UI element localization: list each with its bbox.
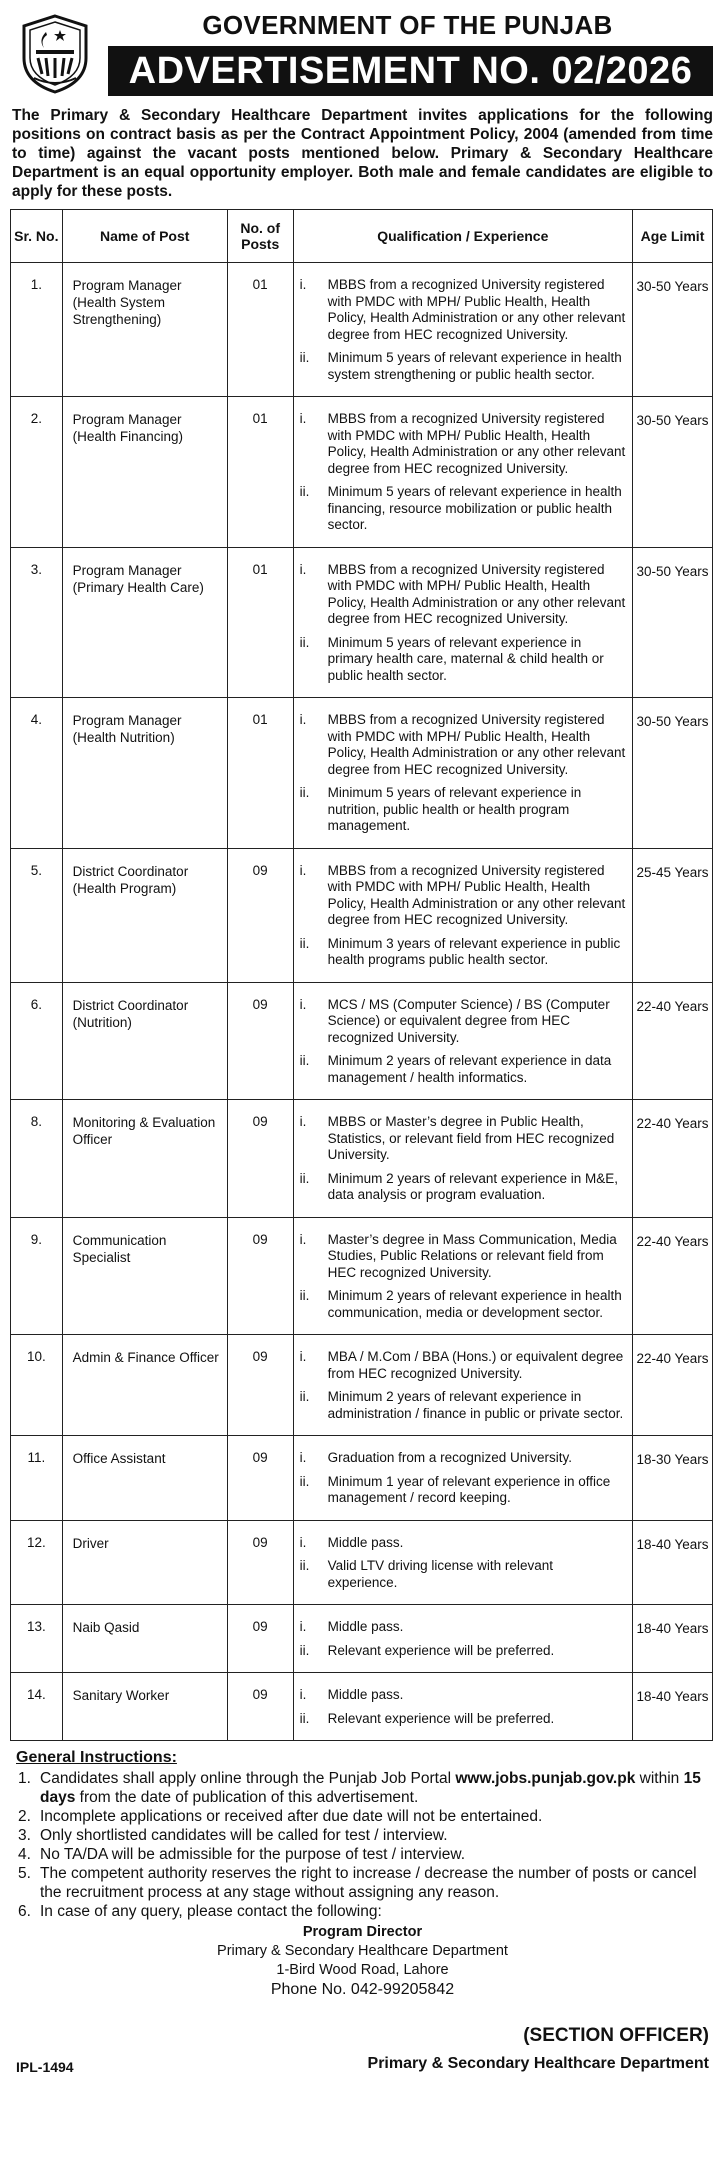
row-no-of-posts: 01 bbox=[227, 698, 293, 849]
qualification-text: MBBS from a recognized University registered with PMDC with MPH/ Public Health, Health Policy, Health Administration or any other relevant degree from HEC recognized University. bbox=[327, 561, 626, 626]
instruction-text-part: No TA/DA will be admissible for the purpose of test / interview. bbox=[40, 1846, 466, 1863]
qualification-number: ii. bbox=[299, 1710, 310, 1726]
instruction-item bbox=[18, 1826, 715, 1845]
qualification-text: MBBS from a recognized University registered with PMDC with MPH/ Public Health, Health Policy, Health Administration or any other relevant degree from HEC recognized University. bbox=[327, 862, 626, 927]
row-qualification bbox=[293, 547, 632, 698]
row-sr-no: 3. bbox=[11, 547, 63, 698]
qualification-text: Minimum 3 years of relevant experience in public health programs public health sector. bbox=[327, 935, 621, 967]
qualification-item bbox=[298, 635, 626, 685]
ipl-number: IPL-1494 bbox=[16, 2059, 74, 2075]
row-age-limit: 18-40 Years bbox=[632, 1673, 712, 1741]
row-qualification bbox=[293, 1436, 632, 1521]
instruction-text bbox=[40, 1769, 715, 1807]
row-no-of-posts: 09 bbox=[227, 1217, 293, 1335]
row-age-limit: 22-40 Years bbox=[632, 1100, 712, 1218]
row-age-limit: 30-50 Years bbox=[632, 397, 712, 548]
qualification-number: ii. bbox=[299, 484, 310, 499]
row-no-of-posts: 01 bbox=[227, 397, 293, 548]
qualification-text: Minimum 2 years of relevant experience in M&E, data analysis or program evaluation. bbox=[327, 1170, 618, 1202]
instruction-item bbox=[18, 1769, 715, 1807]
row-qualification bbox=[293, 1520, 632, 1605]
instruction-item bbox=[18, 1845, 715, 1864]
qualification-number: i. bbox=[299, 1114, 307, 1129]
instruction-number: 3. bbox=[18, 1827, 31, 1844]
qualification-number: ii. bbox=[299, 1558, 310, 1573]
posts-table-body bbox=[11, 263, 713, 1741]
qualification-item bbox=[298, 277, 626, 343]
row-post-name: Naib Qasid bbox=[62, 1605, 227, 1673]
qualification-item bbox=[298, 562, 626, 628]
instruction-item bbox=[18, 1807, 715, 1826]
row-post-name: Office Assistant bbox=[62, 1436, 227, 1521]
table-header-row bbox=[11, 210, 713, 263]
qualification-text: Middle pass. bbox=[327, 1619, 404, 1634]
qualification-item bbox=[298, 1450, 626, 1467]
row-no-of-posts: 09 bbox=[227, 1605, 293, 1673]
row-post-name: Program Manager (Health Financing) bbox=[62, 397, 227, 548]
row-post-name: District Coordinator (Nutrition) bbox=[62, 982, 227, 1100]
row-qualification bbox=[293, 397, 632, 548]
qualification-text: Minimum 2 years of relevant experience in data management / health informatics. bbox=[327, 1053, 612, 1085]
qualification-number: i. bbox=[299, 411, 307, 426]
advertisement-number: ADVERTISEMENT NO. 02/2026 bbox=[108, 46, 713, 96]
qualification-text: MBBS from a recognized University registered with PMDC with MPH/ Public Health, Health Policy, Health Administration or any other relevant degree from HEC recognized University. bbox=[327, 712, 626, 777]
qualification-number: ii. bbox=[299, 350, 310, 365]
instruction-text bbox=[40, 1826, 715, 1845]
qualification-text: Minimum 5 years of relevant experience in health system strengthening or public health sector. bbox=[327, 350, 622, 382]
posts-table bbox=[10, 209, 713, 1741]
row-no-of-posts: 09 bbox=[227, 1436, 293, 1521]
row-post-name: Program Manager (Health Nutrition) bbox=[62, 698, 227, 849]
header-sr-no: Sr. No. bbox=[11, 210, 63, 263]
qualification-item bbox=[298, 1687, 626, 1704]
qualification-text: Graduation from a recognized University. bbox=[327, 1450, 572, 1465]
qualification-item bbox=[298, 1349, 626, 1382]
instruction-number: 6. bbox=[18, 1903, 31, 1920]
contact-address: 1-Bird Wood Road, Lahore bbox=[276, 1962, 449, 1978]
intro-paragraph: The Primary & Secondary Healthcare Department invites applications for the following positions on contract basis as per the Contract Appointment Policy, 2004 (amended from time to time) against the vacant posts mentioned below. Primary & Secondary Healthcare Department is an equal opportunity employer. Both male and female candidates are eligible to apply for these posts. bbox=[12, 107, 713, 200]
qualification-number: ii. bbox=[299, 935, 310, 951]
row-sr-no: 5. bbox=[11, 848, 63, 982]
row-qualification bbox=[293, 263, 632, 397]
qualification-number: ii. bbox=[299, 785, 310, 800]
table-row bbox=[11, 1673, 713, 1741]
instructions-title: General Instructions: bbox=[16, 1749, 177, 1766]
advertisement-header bbox=[10, 6, 715, 102]
header-age-limit: Age Limit bbox=[632, 210, 712, 263]
row-post-name: Program Manager (Health System Strengthening) bbox=[62, 263, 227, 397]
section-officer-signature: (SECTION OFFICER) bbox=[523, 2025, 709, 2046]
qualification-number: i. bbox=[299, 862, 307, 878]
row-sr-no: 6. bbox=[11, 982, 63, 1100]
instruction-item bbox=[18, 1864, 715, 1902]
qualification-item bbox=[298, 1053, 626, 1086]
qualification-text: MBA / M.Com / BBA (Hons.) or equivalent degree from HEC recognized University. bbox=[327, 1349, 624, 1381]
qualification-item bbox=[298, 1389, 626, 1422]
row-sr-no: 2. bbox=[11, 397, 63, 548]
qualification-number: i. bbox=[299, 277, 307, 292]
contact-block bbox=[10, 1923, 715, 1999]
row-sr-no: 10. bbox=[11, 1335, 63, 1436]
row-no-of-posts: 09 bbox=[227, 1520, 293, 1605]
row-age-limit: 30-50 Years bbox=[632, 698, 712, 849]
qualification-item bbox=[298, 1643, 626, 1660]
table-row bbox=[11, 1217, 713, 1335]
row-post-name: Sanitary Worker bbox=[62, 1673, 227, 1741]
instruction-text-part: Only shortlisted candidates will be called for test / interview. bbox=[40, 1827, 448, 1844]
row-qualification bbox=[293, 1605, 632, 1673]
table-row bbox=[11, 982, 713, 1100]
qualification-number: ii. bbox=[299, 1170, 310, 1186]
row-no-of-posts: 09 bbox=[227, 1335, 293, 1436]
qualification-number: ii. bbox=[299, 1642, 310, 1658]
row-sr-no: 1. bbox=[11, 263, 63, 397]
row-sr-no: 12. bbox=[11, 1520, 63, 1605]
qualification-number: ii. bbox=[299, 1288, 310, 1303]
qualification-item bbox=[298, 863, 626, 929]
table-row bbox=[11, 1605, 713, 1673]
qualification-number: i. bbox=[299, 561, 307, 577]
qualification-text: Relevant experience will be preferred. bbox=[327, 1710, 555, 1726]
row-no-of-posts: 09 bbox=[227, 848, 293, 982]
qualification-item bbox=[298, 936, 626, 969]
qualification-number: ii. bbox=[299, 1389, 310, 1404]
qualification-number: ii. bbox=[299, 1053, 310, 1068]
footer-department: Primary & Secondary Healthcare Department bbox=[367, 2055, 709, 2072]
row-sr-no: 13. bbox=[11, 1605, 63, 1673]
qualification-text: Minimum 1 year of relevant experience in office management / record keeping. bbox=[327, 1473, 611, 1505]
row-age-limit: 18-40 Years bbox=[632, 1605, 712, 1673]
row-post-name: Program Manager (Primary Health Care) bbox=[62, 547, 227, 698]
row-qualification bbox=[293, 1100, 632, 1218]
qualification-text: MBBS from a recognized University registered with PMDC with MPH/ Public Health, Health Policy, Health Administration or any other relevant degree from HEC recognized University. bbox=[327, 277, 626, 342]
instruction-text-part: within bbox=[635, 1770, 684, 1787]
qualification-text: Master’s degree in Mass Communication, Media Studies, Public Relations or relevant field from HEC recognized University. bbox=[327, 1231, 617, 1280]
row-age-limit: 22-40 Years bbox=[632, 982, 712, 1100]
qualification-text: Middle pass. bbox=[327, 1534, 404, 1550]
row-no-of-posts: 09 bbox=[227, 1673, 293, 1741]
row-no-of-posts: 09 bbox=[227, 982, 293, 1100]
row-post-name: Monitoring & Evaluation Officer bbox=[62, 1100, 227, 1218]
instruction-text bbox=[40, 1902, 715, 1921]
instruction-text-part: The competent authority reserves the right to increase / decrease the number of posts or cancel the recruitment process at any stage without assigning any reason. bbox=[40, 1865, 697, 1901]
deadline-days: 15 days bbox=[40, 1770, 701, 1806]
table-row bbox=[11, 547, 713, 698]
qualification-number: ii. bbox=[299, 634, 310, 650]
qualification-text: Relevant experience will be preferred. bbox=[327, 1642, 555, 1658]
row-no-of-posts: 01 bbox=[227, 263, 293, 397]
row-age-limit: 25-45 Years bbox=[632, 848, 712, 982]
qualification-item bbox=[298, 1171, 626, 1204]
qualification-item bbox=[298, 1535, 626, 1552]
header-name-of-post: Name of Post bbox=[62, 210, 227, 263]
row-sr-no: 8. bbox=[11, 1100, 63, 1218]
qualification-text: Middle pass. bbox=[327, 1687, 404, 1702]
qualification-item bbox=[298, 1619, 626, 1636]
instruction-number: 5. bbox=[18, 1865, 31, 1882]
qualification-number: i. bbox=[299, 1450, 307, 1465]
qualification-item bbox=[298, 1232, 626, 1282]
qualification-item bbox=[298, 997, 626, 1047]
qualification-text: MBBS from a recognized University registered with PMDC with MPH/ Public Health, Health Policy, Health Administration or any other relevant degree from HEC recognized University. bbox=[327, 411, 626, 476]
qualification-item bbox=[298, 484, 626, 534]
contact-phone: Phone No. 042-99205842 bbox=[270, 1981, 455, 1998]
row-post-name: Admin & Finance Officer bbox=[62, 1335, 227, 1436]
qualification-item bbox=[298, 350, 626, 383]
instructions-list bbox=[18, 1769, 715, 1921]
instruction-text-part: In case of any query, please contact the following: bbox=[40, 1903, 382, 1920]
qualification-text: MCS / MS (Computer Science) / BS (Computer Science) or equivalent degree from HEC recognized University. bbox=[327, 996, 610, 1045]
instruction-text-part: from the date of publication of this advertisement. bbox=[75, 1789, 419, 1806]
row-qualification bbox=[293, 1673, 632, 1741]
table-row bbox=[11, 1436, 713, 1521]
qualification-number: i. bbox=[299, 1349, 307, 1364]
qualification-text: MBBS or Master’s degree in Public Health, Statistics, or relevant field from HEC recognized University. bbox=[327, 1114, 615, 1162]
qualification-number: i. bbox=[299, 712, 307, 727]
instruction-text bbox=[40, 1845, 715, 1864]
row-sr-no: 4. bbox=[11, 698, 63, 849]
portal-link[interactable]: www.jobs.punjab.gov.pk bbox=[455, 1770, 636, 1787]
qualification-text: Minimum 5 years of relevant experience in primary health care, maternal & child health or public health sector. bbox=[327, 634, 604, 683]
qualification-number: i. bbox=[299, 1687, 307, 1702]
table-row bbox=[11, 1520, 713, 1605]
header-no-of-posts: No. of Posts bbox=[227, 210, 293, 263]
qualification-item bbox=[298, 785, 626, 835]
instruction-item bbox=[18, 1902, 715, 1921]
row-age-limit: 18-30 Years bbox=[632, 1436, 712, 1521]
punjab-emblem-icon bbox=[16, 12, 94, 96]
qualification-text: Minimum 5 years of relevant experience in health financing, resource mobilization or public health sector. bbox=[327, 484, 622, 532]
table-row bbox=[11, 397, 713, 548]
row-qualification bbox=[293, 1217, 632, 1335]
row-qualification bbox=[293, 982, 632, 1100]
row-age-limit: 30-50 Years bbox=[632, 263, 712, 397]
instruction-text bbox=[40, 1807, 715, 1826]
row-sr-no: 14. bbox=[11, 1673, 63, 1741]
qualification-item bbox=[298, 411, 626, 477]
qualification-text: Valid LTV driving license with relevant experience. bbox=[327, 1558, 553, 1590]
header-qualification: Qualification / Experience bbox=[293, 210, 632, 263]
row-post-name: Driver bbox=[62, 1520, 227, 1605]
qualification-number: ii. bbox=[299, 1473, 310, 1489]
instruction-number: 2. bbox=[18, 1808, 31, 1825]
row-age-limit: 22-40 Years bbox=[632, 1335, 712, 1436]
qualification-text: Minimum 2 years of relevant experience in health communication, media or development sector. bbox=[327, 1288, 622, 1320]
row-qualification bbox=[293, 1335, 632, 1436]
row-age-limit: 30-50 Years bbox=[632, 547, 712, 698]
row-sr-no: 11. bbox=[11, 1436, 63, 1521]
row-post-name: District Coordinator (Health Program) bbox=[62, 848, 227, 982]
qualification-item bbox=[298, 712, 626, 778]
instruction-number: 4. bbox=[18, 1846, 31, 1863]
qualification-number: i. bbox=[299, 1231, 307, 1247]
row-no-of-posts: 09 bbox=[227, 1100, 293, 1218]
qualification-item bbox=[298, 1711, 626, 1728]
table-row bbox=[11, 1335, 713, 1436]
row-qualification bbox=[293, 848, 632, 982]
contact-department: Primary & Secondary Healthcare Department bbox=[217, 1943, 508, 1959]
qualification-item bbox=[298, 1114, 626, 1164]
instruction-text bbox=[40, 1864, 715, 1902]
row-no-of-posts: 01 bbox=[227, 547, 293, 698]
contact-title: Program Director bbox=[302, 1924, 423, 1940]
table-row bbox=[11, 848, 713, 982]
qualification-item bbox=[298, 1288, 626, 1321]
row-age-limit: 18-40 Years bbox=[632, 1520, 712, 1605]
row-sr-no: 9. bbox=[11, 1217, 63, 1335]
qualification-number: i. bbox=[299, 1619, 307, 1634]
qualification-number: i. bbox=[299, 996, 307, 1012]
instruction-number: 1. bbox=[18, 1770, 31, 1787]
row-qualification bbox=[293, 698, 632, 849]
government-title: GOVERNMENT OF THE PUNJAB bbox=[202, 10, 613, 40]
row-age-limit: 22-40 Years bbox=[632, 1217, 712, 1335]
qualification-text: Minimum 5 years of relevant experience in nutrition, public health or health program management. bbox=[327, 785, 582, 833]
footer bbox=[10, 2025, 715, 2115]
table-row bbox=[11, 1100, 713, 1218]
instruction-text-part: Candidates shall apply online through the Punjab Job Portal bbox=[40, 1770, 456, 1787]
qualification-text: Minimum 2 years of relevant experience in administration / finance in public or private sector. bbox=[327, 1389, 624, 1421]
instruction-text-part: Incomplete applications or received after due date will not be entertained. bbox=[40, 1808, 543, 1825]
table-row bbox=[11, 263, 713, 397]
qualification-number: i. bbox=[299, 1534, 307, 1550]
table-row bbox=[11, 698, 713, 849]
qualification-item bbox=[298, 1474, 626, 1507]
qualification-item bbox=[298, 1558, 626, 1591]
row-post-name: Communication Specialist bbox=[62, 1217, 227, 1335]
